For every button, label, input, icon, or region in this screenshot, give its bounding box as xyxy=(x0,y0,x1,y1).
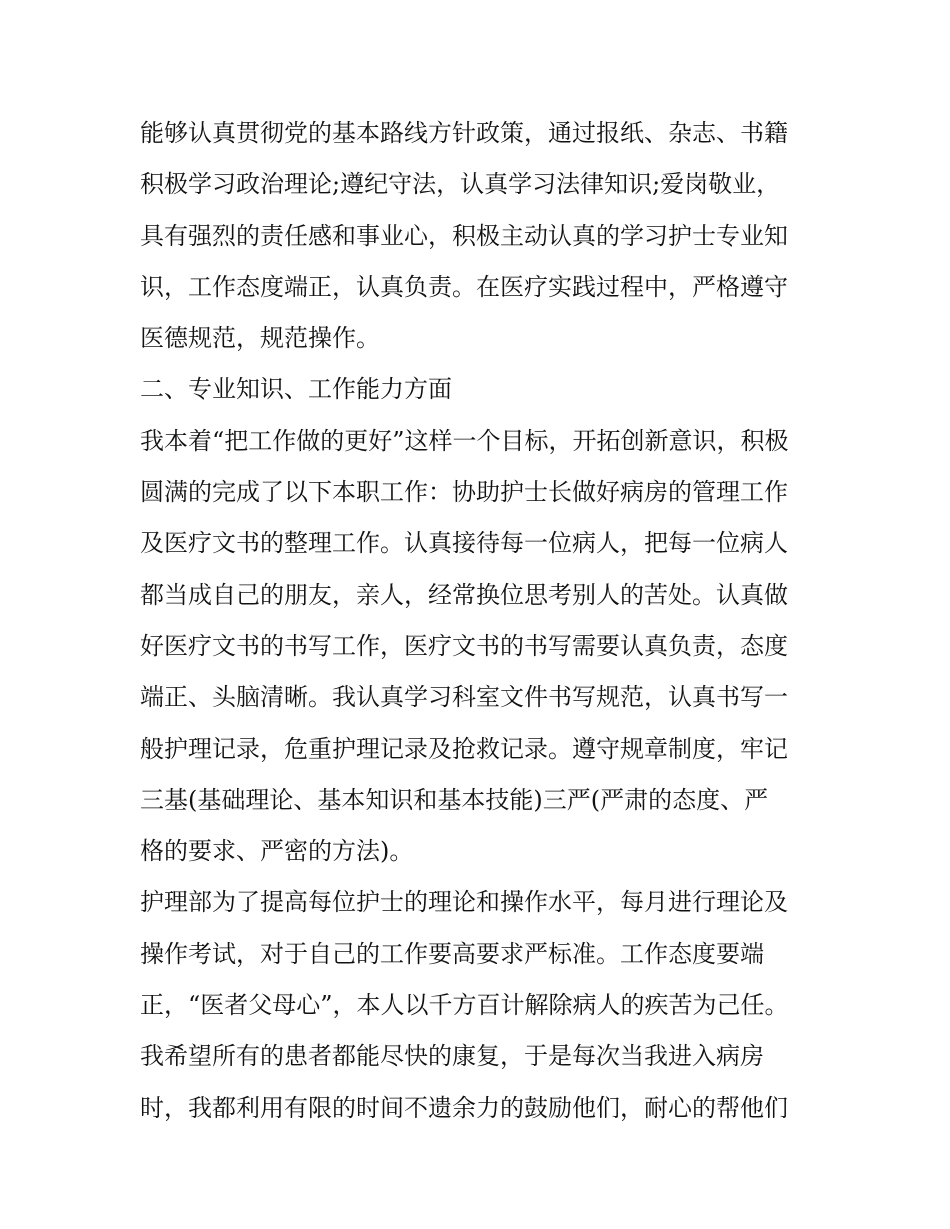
text-line: 识，工作态度端正，认真负责。在医疗实践过程中，严格遵守 xyxy=(140,272,788,301)
text-line: 医德规范，规范操作。 xyxy=(140,324,380,353)
text-line: 操作考试，对于自己的工作要高要求严标准。工作态度要端 xyxy=(140,939,764,968)
text-line: 能够认真贯彻党的基本路线方针政策，通过报纸、杂志、书籍 xyxy=(140,119,788,147)
text-line: 三基(基础理论、基本知识和基本技能)三严(严肃的态度、严 xyxy=(140,785,769,814)
section-heading: 二、专业知识、工作能力方面 xyxy=(140,375,452,404)
text-line: 好医疗文书的书写工作，医疗文书的书写需要认真负责，态度 xyxy=(140,631,788,660)
text-line: 具有强烈的责任感和事业心，积极主动认真的学习护士专业知 xyxy=(140,221,788,250)
document-body xyxy=(140,108,840,1134)
text-line: 格的要求、严密的方法)。 xyxy=(140,837,414,866)
text-line: 我希望所有的患者都能尽快的康复，于是每次当我进入病房 xyxy=(140,1042,764,1071)
text-line: 护理部为了提高每位护士的理论和操作水平，每月进行理论及 xyxy=(140,888,788,917)
text-line: 都当成自己的朋友，亲人，经常换位思考别人的苦处。认真做 xyxy=(140,580,788,609)
text-line: 正，“医者父母心”，本人以千方百计解除病人的疾苦为己任。 xyxy=(140,991,789,1020)
text-line: 积极学习政治理论;遵纪守法，认真学习法律知识;爱岗敬业， xyxy=(140,170,781,199)
text-line: 端正、头脑清晰。我认真学习科室文件书写规范，认真书写一 xyxy=(140,683,788,712)
text-line: 及医疗文书的整理工作。认真接待每一位病人，把每一位病人 xyxy=(140,529,788,558)
text-line: 圆满的完成了以下本职工作：协助护士长做好病房的管理工作 xyxy=(140,478,788,507)
text-line: 般护理记录，危重护理记录及抢救记录。遵守规章制度，牢记 xyxy=(140,734,788,763)
text-line: 我本着“把工作做的更好”这样一个目标，开拓创新意识，积极 xyxy=(140,426,789,455)
text-line: 时，我都利用有限的时间不遗余力的鼓励他们，耐心的帮他们 xyxy=(140,1093,788,1122)
